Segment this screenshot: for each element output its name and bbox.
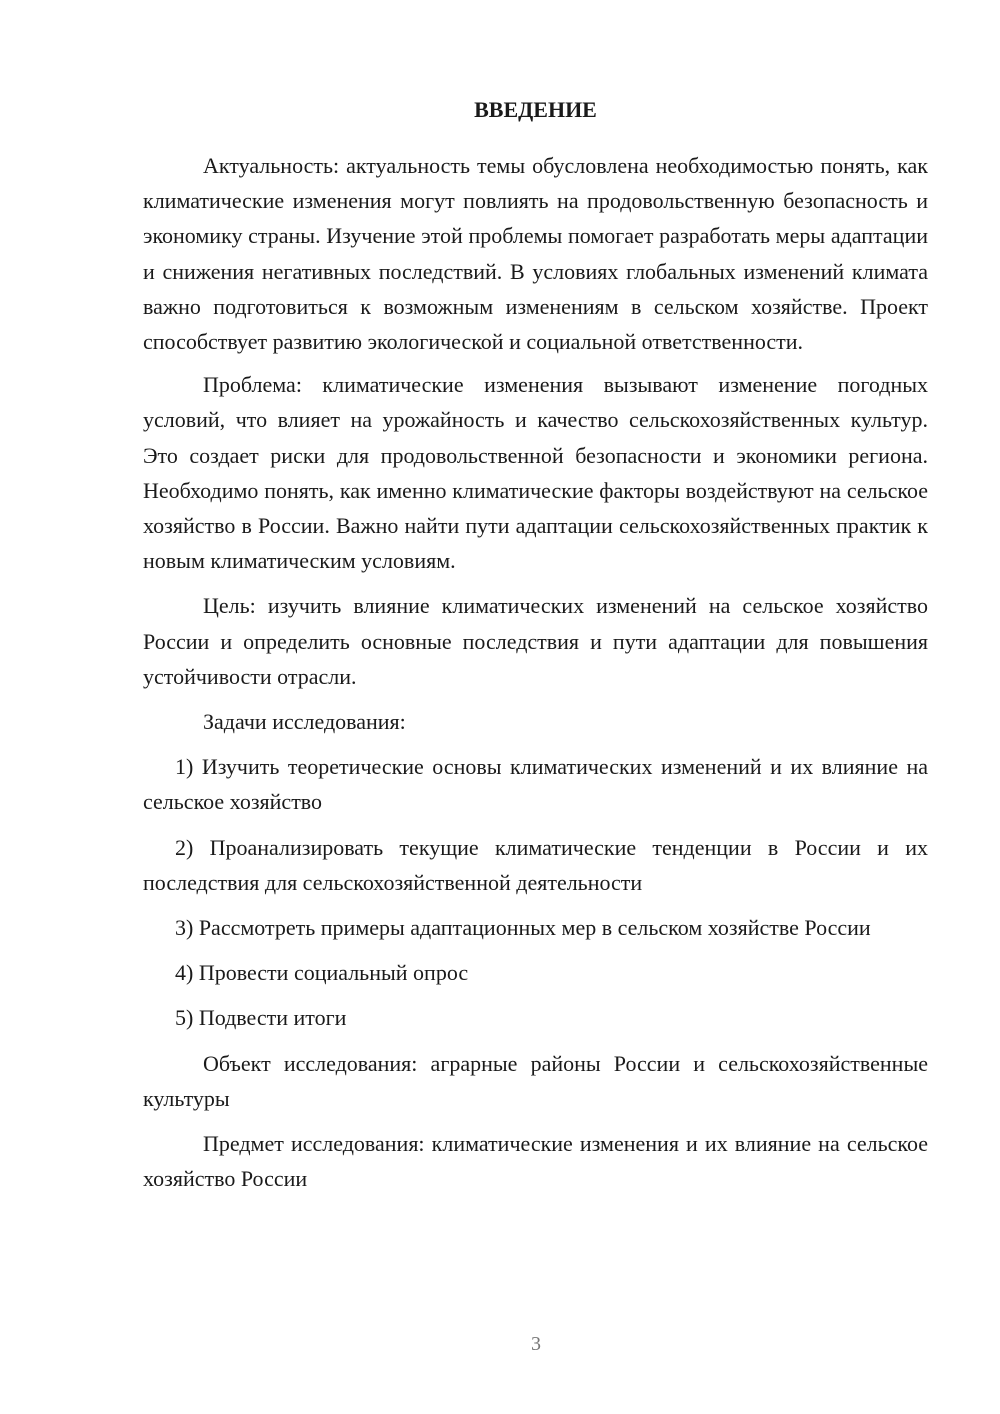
object-paragraph: Объект исследования: аграрные районы России и сельскохозяйственные культуры [143,1050,928,1111]
task-item: 2) Проанализировать текущие климатические тенденции в России и их последствия для сельскохозяйственной деятельности [143,834,928,895]
task-item: 4) Провести социальный опрос [175,960,469,986]
task-item: 3) Рассмотреть примеры адаптационных мер в сельском хозяйстве России [175,915,871,941]
task-item: 1) Изучить теоретические основы климатических изменений и их влияние на сельское хозяйство [143,754,928,815]
tasks-title: Задачи исследования: [203,709,406,735]
document-page [143,92,928,1206]
problem-paragraph: Проблема: климатические изменения вызывают изменение погодных условий, что влияет на урожайность и качество сельскохозяйственных культур. Это создает риски для продовольственной безопасности и экономики региона. Необходимо понять, как именно климатические факторы воздействуют на сельское хозяйство в России. Важно найти пути адаптации сельскохозяйственных практик к новым климатическим условиям. [143,372,928,574]
task-item: 5) Подвести итоги [175,1005,347,1031]
goal-paragraph: Цель: изучить влияние климатических изменений на сельское хозяйство России и определить основные последствия и пути адаптации для повышения устойчивости отрасли. [143,593,928,689]
page-number: 3 [531,1333,541,1355]
section-heading: ВВЕДЕНИЕ [474,97,597,122]
relevance-paragraph: Актуальность: актуальность темы обусловлена необходимостью понять, как климатические изменения могут повлиять на продовольственную безопасность и экономику страны. Изучение этой проблемы помогает разработать меры адаптации и снижения негативных последствий. В условиях глобальных изменений климата важно подготовиться к возможным изменениям в сельском хозяйстве. Проект способствует развитию экологической и социальной ответственности. [143,153,928,355]
subject-paragraph: Предмет исследования: климатические изменения и их влияние на сельское хозяйство России [143,1131,928,1192]
